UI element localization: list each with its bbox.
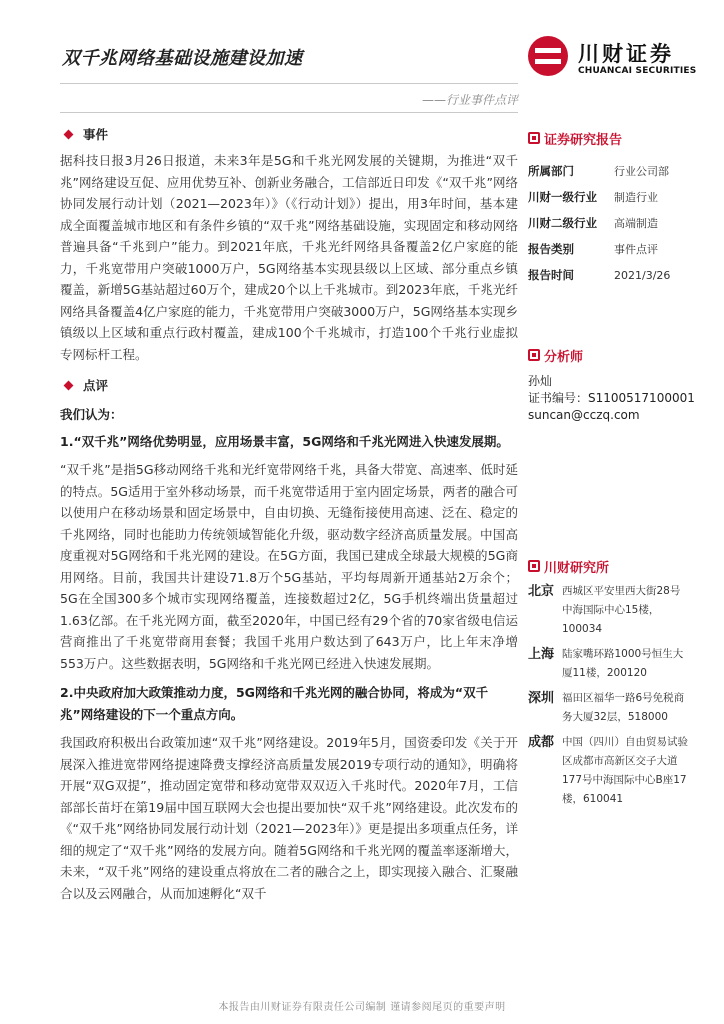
office-beijing bbox=[528, 582, 708, 639]
institute-header bbox=[528, 556, 708, 576]
report-title: 双千兆网络基础设施建设加速 bbox=[62, 48, 303, 69]
logo-name-en: CHUANCAI SECURITIES bbox=[578, 66, 697, 76]
info-label: 报告时间 bbox=[528, 268, 574, 282]
event-paragraph: 据科技日报3月26日报道，未来3年是5G和千兆光网发展的关键期，为推进“双千兆”网络建设互促、应用优势互补、创新业务融合，工信部近日印发《“双千兆”网络协同发展行动计划（2021—2023年）》（《行动计划》）提出，用3年时间，基本建成全面覆盖城市地区和有条件乡镇的“双千兆”网络基础设施，实现固定和移动网络普遍具备“千兆到户”能力。到2021年底，千兆光纤网络具备覆盖2亿户家庭的能力，千兆宽带用户突破1000万户，5G网络基本实现县级以上区域、部分重点乡镇覆盖，新增5G基站超过60万个，建成20个以上千兆城市。到2023年底，千兆光纤网络具备覆盖4亿户家庭的能力，千兆宽带用户突破3000万户，5G网络基本实现乡镇级以上区域和重点行政村覆盖，建成100个千兆城市，打造100个千兆行业虚拟专网标杆工程。 bbox=[60, 153, 518, 362]
chuancai-logo-icon bbox=[528, 36, 568, 76]
info-row bbox=[528, 210, 708, 236]
info-row bbox=[528, 262, 708, 288]
city-address: 中国（四川）自由贸易试验区成都市高新区交子大道177号中海国际中心B座17楼，610041 bbox=[562, 736, 688, 805]
page-footer: 本报告由川财证券有限责任公司编制 谨请参阅尾页的重要声明 bbox=[218, 1002, 506, 1013]
info-label: 川财二级行业 bbox=[528, 216, 597, 230]
event-section-header bbox=[60, 124, 518, 144]
point-two-heading: 2.中央政府加大政策推动力度，5G网络和千兆光网的融合协同，将成为“双千兆”网络建设的下一个重点方向。 bbox=[60, 685, 489, 722]
report-subtitle: ——行业事件点评 bbox=[421, 93, 518, 107]
analyst-icon bbox=[528, 349, 540, 361]
analyst-email[interactable]: suncan@cczq.com bbox=[528, 408, 640, 422]
logo-name-cn: 川财证券 bbox=[578, 42, 674, 66]
point-one-paragraph: “双千兆”是指5G移动网络千兆和光纤宽带网络千兆，具备大带宽、高速率、低时延的特点。5G适用于室外移动场景，而千兆宽带适用于室内固定场景，两者的融合可以使用户在移动场景和固定场景中，自由切换、无缝衔接使用高速、泛在、稳定的千兆网络，同时也能助力传统领域智能化升级，驱动数字经济高质量发展。中国高度重视对5G网络和千兆光网的建设。在5G方面，我国已建成全球最大规模的5G商用网络。目前，我国共计建设71.8万个5G基站，平均每周新开通基站2万余个；5G在全国300多个城市实现网络覆盖，连接数超过2亿，5G手机终端出货量超过1.63亿部。在千兆光网方面，截至2020年，中国已经有29个省的70家省级电信运营商推出了千兆宽带商用套餐；我国千兆用户数达到了643万户，比上年末净增553万户。这些数据表明，5G网络和千兆光网已经进入快速发展期。 bbox=[60, 462, 518, 671]
analyst-name: 孙灿 bbox=[528, 374, 553, 388]
info-row bbox=[528, 158, 708, 184]
office-chengdu bbox=[528, 733, 708, 809]
city-address: 陆家嘴环路1000号恒生大厦11楼，200120 bbox=[562, 648, 684, 679]
analyst-heading: 分析师 bbox=[544, 349, 584, 365]
comment-section-header bbox=[60, 375, 518, 395]
report-info-heading: 证券研究报告 bbox=[544, 132, 623, 148]
city-name: 北京 bbox=[528, 584, 555, 599]
city-name: 成都 bbox=[528, 735, 555, 750]
report-info-table bbox=[528, 158, 708, 288]
institute-icon bbox=[528, 560, 540, 572]
analyst-panel bbox=[528, 345, 708, 424]
info-value: 高端制造 bbox=[614, 217, 658, 230]
city-name: 深圳 bbox=[528, 691, 555, 706]
header-divider-lower bbox=[60, 112, 518, 113]
institute-heading: 川财研究所 bbox=[544, 560, 610, 576]
report-info-header bbox=[528, 128, 708, 148]
office-shenzhen bbox=[528, 689, 708, 727]
header-divider bbox=[60, 83, 518, 84]
office-shanghai bbox=[528, 645, 708, 683]
city-address: 西城区平安里西大街28号中海国际中心15楼，100034 bbox=[562, 585, 681, 635]
report-icon bbox=[528, 132, 540, 144]
info-row bbox=[528, 236, 708, 262]
analyst-cert: 证书编号：S1100517100001 bbox=[528, 391, 695, 405]
main-content bbox=[60, 124, 518, 904]
comment-lead: 我们认为： bbox=[60, 407, 123, 422]
analyst-header bbox=[528, 345, 708, 365]
info-value: 制造行业 bbox=[614, 191, 658, 204]
city-address: 福田区福华一路6号免税商务大厦32层，518000 bbox=[562, 692, 685, 723]
city-name: 上海 bbox=[528, 647, 555, 662]
info-label: 所属部门 bbox=[528, 164, 574, 178]
event-heading: 事件 bbox=[83, 127, 109, 142]
info-row bbox=[528, 184, 708, 210]
info-value: 行业公司部 bbox=[614, 165, 669, 178]
institute-panel bbox=[528, 556, 708, 809]
info-label: 川财一级行业 bbox=[528, 190, 597, 204]
diamond-bullet-icon bbox=[64, 129, 74, 139]
comment-heading: 点评 bbox=[83, 378, 109, 393]
point-two-paragraph: 我国政府积极出台政策加速“双千兆”网络建设。2019年5月，国资委印发《关于开展深入推进宽带网络提速降费支撑经济高质量发展2019专项行动的通知》，明确将开展“双G双提”，推动固定宽带和移动宽带双双迈入千兆时代。2020年7月，工信部部长苗圩在第19届中国互联网大会也提出要加快“双千兆”网络建设。此次发布的《“双千兆”网络协同发展行动计划（2021—2023年）》更是提出多项重点任务，详细的规定了“双千兆”网络的发展方向。随着5G网络和千兆光网的覆盖率逐渐增大，未来，“双千兆”网络的建设重点将放在二者的融合之上，即实现接入融合、汇聚融合以及云网融合，从而加速孵化“双千 bbox=[60, 735, 518, 901]
info-value: 2021/3/26 bbox=[614, 268, 671, 282]
info-value: 事件点评 bbox=[614, 243, 658, 256]
info-label: 报告类别 bbox=[528, 242, 574, 256]
point-one-heading: 1.“双千兆”网络优势明显，应用场景丰富，5G网络和千兆光网进入快速发展期。 bbox=[60, 434, 509, 449]
report-info-panel bbox=[528, 128, 708, 288]
diamond-bullet-icon bbox=[64, 380, 74, 390]
